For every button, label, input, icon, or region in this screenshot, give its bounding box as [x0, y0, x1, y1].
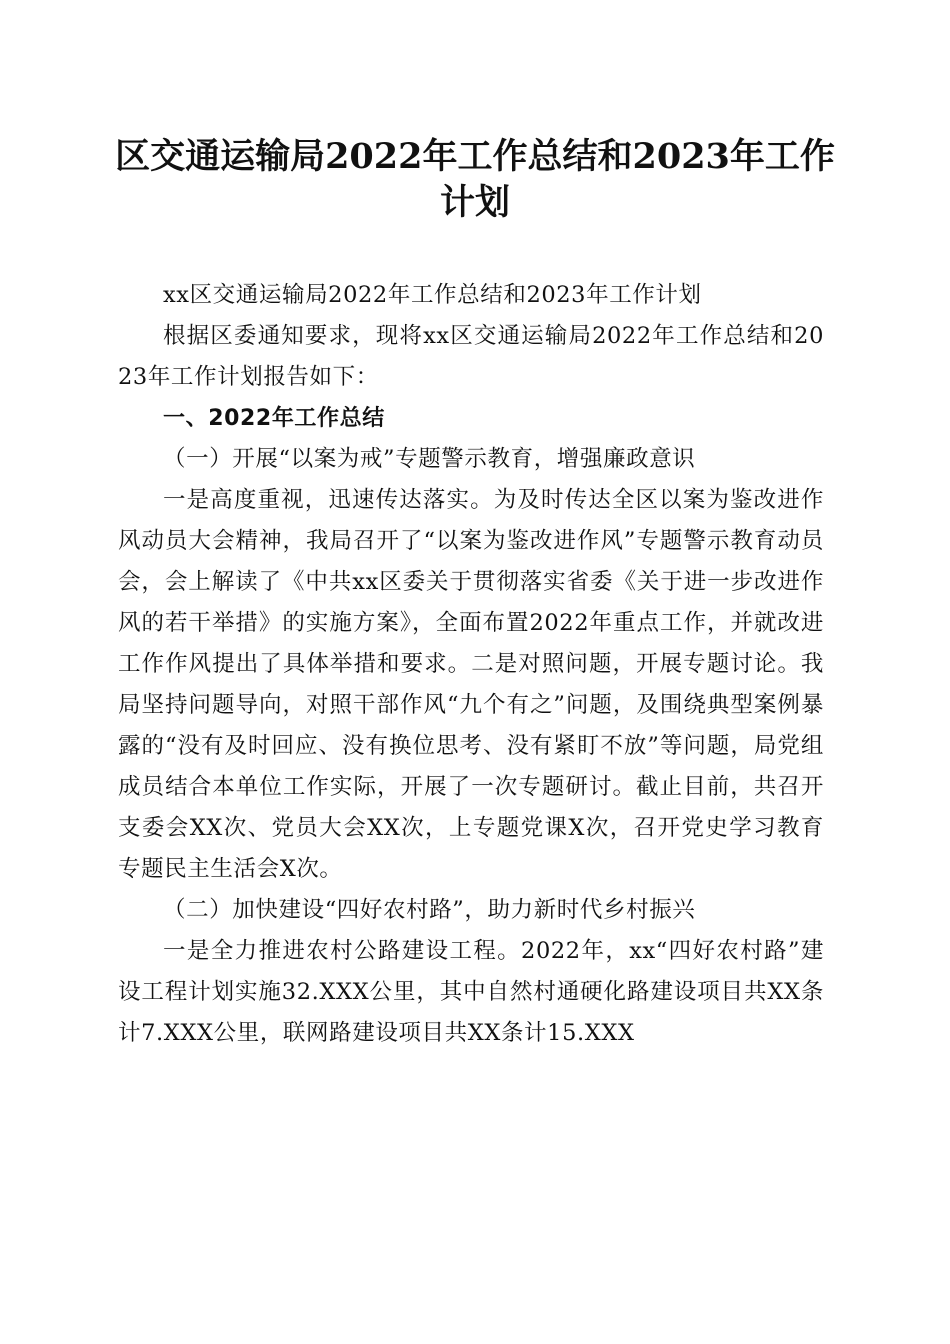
document-title: 区交通运输局2022年工作总结和2023年工作计划	[115, 136, 835, 223]
document-body	[118, 275, 824, 1054]
body-paragraph-2: 一是全力推进农村公路建设工程。2022年，xx“四好农村路”建设工程计划实施32.XXX公里，其中自然村通硬化路建设项目共XX条计7.XXX公里，联网路建设项目共XX条计15.XXX	[118, 938, 824, 1046]
document-subtitle: xx区交通运输局2022年工作总结和2023年工作计划	[163, 282, 702, 308]
intro-paragraph: 根据区委通知要求，现将xx区交通运输局2022年工作总结和2023年工作计划报告如下：	[118, 323, 824, 390]
body-paragraph-1: 一是高度重视，迅速传达落实。为及时传达全区以案为鉴改进作风动员大会精神，我局召开了“以案为鉴改进作风”专题警示教育动员会，会上解读了《中共xx区委关于贯彻落实省委《关于进一步改进作风的若干举措》的实施方案》，全面布置2022年重点工作，并就改进工作作风提出了具体举措和要求。二是对照问题，开展专题讨论。我局坚持问题导向，对照干部作风“九个有之”问题，及围绕典型案例暴露的“没有及时回应、没有换位思考、没有紧盯不放”等问题，局党组成员结合本单位工作实际，开展了一次专题研讨。截止目前，共召开支委会XX次、党员大会XX次，上专题党课X次，召开党史学习教育专题民主生活会X次。	[118, 487, 824, 882]
subsection-heading-1: （一）开展“以案为戒”专题警示教育，增强廉政意识	[163, 446, 696, 472]
section-heading-1: 一、2022年工作总结	[163, 406, 385, 431]
subsection-heading-2: （二）加快建设“四好农村路”，助力新时代乡村振兴	[163, 897, 696, 923]
